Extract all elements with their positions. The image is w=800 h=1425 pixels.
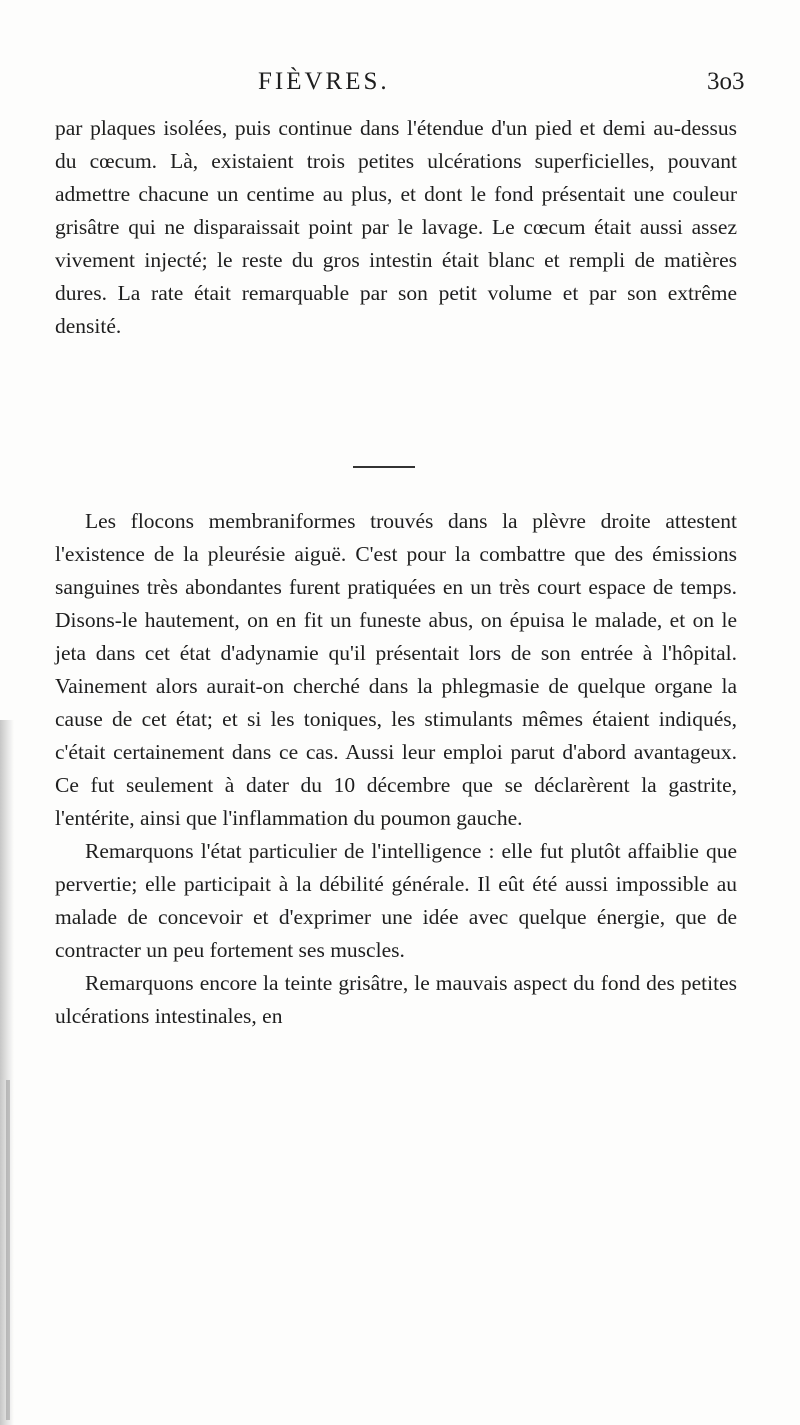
page-number: 3o3: [707, 68, 745, 95]
paragraph-continued: [55, 112, 737, 343]
paragraph-4: Remarquons encore la teinte grisâtre, le mauvais aspect du fond des petites ulcérations intestinales, en: [55, 971, 737, 1028]
section-rule: [353, 466, 415, 468]
paragraph-3: Remarquons l'état particulier de l'intelligence : elle fut plutôt affaiblie que pervertie; elle participait à la débilité générale. Il eût été aussi impossible au malade de concevoir et d'exprimer une idée avec quelque énergie, que de contracter un peu fortement ses muscles.: [55, 839, 737, 962]
binding-edge: [6, 1080, 10, 1420]
paragraph-2: Les flocons membraniformes trouvés dans la plèvre droite attestent l'existence de la pleurésie aiguë. C'est pour la combattre que des émissions sanguines très abondantes furent pratiquées en un très court espace de temps. Disons-le hautement, on en fit un funeste abus, on épuisa le malade, et on le jeta dans cet état d'adynamie qu'il présentait lors de son entrée à l'hôpital. Vainement alors aurait-on cherché dans la phlegmasie de quelque organe la cause de cet état; et si les toniques, les stimulants mêmes étaient indiqués, c'était certainement dans ce cas. Aussi leur emploi parut d'abord avantageux. Ce fut seulement à dater du 10 décembre que se déclarèrent la gastrite, l'entérite, ainsi que l'inflammation du poumon gauche.: [55, 509, 737, 830]
paragraph-1: par plaques isolées, puis continue dans l'étendue d'un pied et demi au-dessus du cœcum. Là, existaient trois petites ulcérations superficielles, pouvant admettre chacune un centime au plus, et dont le fond présentait une couleur grisâtre qui ne disparaissait point par le lavage. Le cœcum était aussi assez vivement injecté; le reste du gros intestin était blanc et rempli de matières dures. La rate était remarquable par son petit volume et par son extrême densité.: [55, 116, 737, 338]
page-header: [0, 68, 800, 108]
commentary-section: [55, 505, 737, 1033]
running-title: FIÈVRES.: [258, 68, 390, 95]
